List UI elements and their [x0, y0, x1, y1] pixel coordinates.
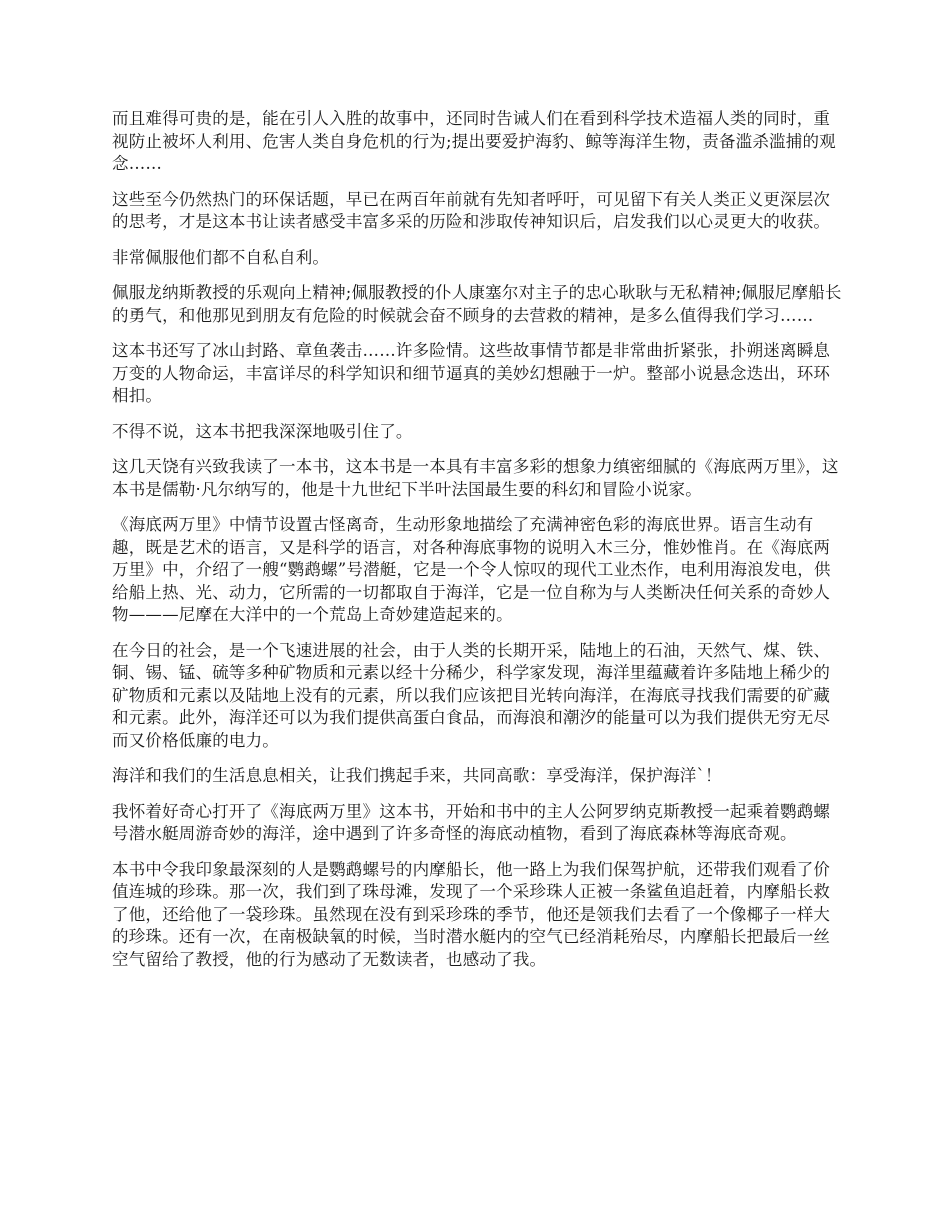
paragraph-6: 不得不说，这本书把我深深地吸引住了。	[112, 421, 413, 441]
paragraph-2: 这些至今仍然热门的环保话题，早已在两百年前就有先知者呼吁，可见留下有关人类正义更深层次的思考，才是这本书让读者感受丰富多采的历险和涉取传神知识后，启发我们以心灵更大的收获。	[112, 189, 831, 231]
paragraph-9: 在今日的社会，是一个飞速进展的社会，由于人类的长期开采，陆地上的石油，天然气、煤、铁、铜、锡、锰、硫等多种矿物质和元素以经十分稀少，科学家发现，海洋里蕴藏着许多陆地上稀少的矿物质和元素以及陆地上没有的元素，所以我们应该把目光转向海洋，在海底寻找我们需要的矿藏和元素。此外，海洋还可以为我们提供高蛋白食品，而海浪和潮汐的能量可以为我们提供无穷无尽而又价格低廉的电力。	[112, 640, 831, 750]
paragraph-5: 这本书还写了冰山封路、章鱼袭击……许多险情。这些故事情节都是非常曲折紧张，扑朔迷离瞬息万变的人物命运，丰富详尽的科学知识和细节逼真的美妙幻想融于一炉。整部小说悬念迭出，环环相扣。	[112, 341, 831, 405]
paragraph-10: 海洋和我们的生活息息相关，让我们携起手来，共同高歌：享受海洋，保护海洋`！	[112, 766, 722, 785]
paragraph-12: 本书中令我印象最深刻的人是鹦鹉螺号的内摩船长，他一路上为我们保驾护航，还带我们观看了价值连城的珍珠。那一次，我们到了珠母滩，发现了一个采珍珠人正被一条鲨鱼追赶着，内摩船长救了他，还给他了一袋珍珠。虽然现在没有到采珍珠的季节，他还是领我们去看了一个像椰子一样大的珍珠。还有一次，在南极缺氧的时候，当时潜水艇内的空气已经消耗殆尽，内摩船长把最后一丝空气留给了教授，他的行为感动了无数读者，也感动了我。	[112, 859, 831, 969]
paragraph-4: 佩服龙纳斯教授的乐观向上精神;佩服教授的仆人康塞尔对主子的忠心耿耿与无私精神;佩服尼摩船长的勇气，和他那见到朋友有危险的时候就会奋不顾身的去营救的精神，是多么值得我们学习……	[112, 283, 842, 325]
paragraph-8: 《海底两万里》中情节设置古怪离奇，生动形象地描绘了充满神密色彩的海底世界。语言生动有趣，既是艺术的语言，又是科学的语言，对各种海底事物的说明入木三分，惟妙惟肖。在《海底两万里》中，介绍了一艘“鹦鹉螺”号潜艇，它是一个令人惊叹的现代工业杰作，电利用海浪发电，供给船上热、光、动力，它所需的一切都取自于海洋，它是一位自称为与人类断决任何关系的奇妙人物———尼摩在大洋中的一个荒岛上奇妙建造起来的。	[112, 515, 831, 624]
paragraph-11: 我怀着好奇心打开了《海底两万里》这本书，开始和书中的主人公阿罗纳克斯教授一起乘着鹦鹉螺号潜水艇周游奇妙的海洋，途中遇到了许多奇怪的海底动植物，看到了海底森林等海底奇观。	[112, 801, 831, 843]
paragraph-7: 这几天饶有兴致我读了一本书，这本书是一本具有丰富多彩的想象力缜密细腻的《海底两万里》，这本书是儒勒·凡尔纳写的，他是十九世纪下半叶法国最生要的科幻和冒险小说家。	[112, 457, 839, 499]
paragraph-1: 而且难得可贵的是，能在引人入胜的故事中，还同时告诫人们在看到科学技术造福人类的同时，重视防止被坏人利用、危害人类自身危机的行为;提出要爱护海豹、鲸等海洋生物，责备滥杀滥捕的观念……	[112, 109, 836, 173]
document-body	[112, 108, 842, 984]
paragraph-3: 非常佩服他们都不自私自利。	[112, 247, 330, 267]
